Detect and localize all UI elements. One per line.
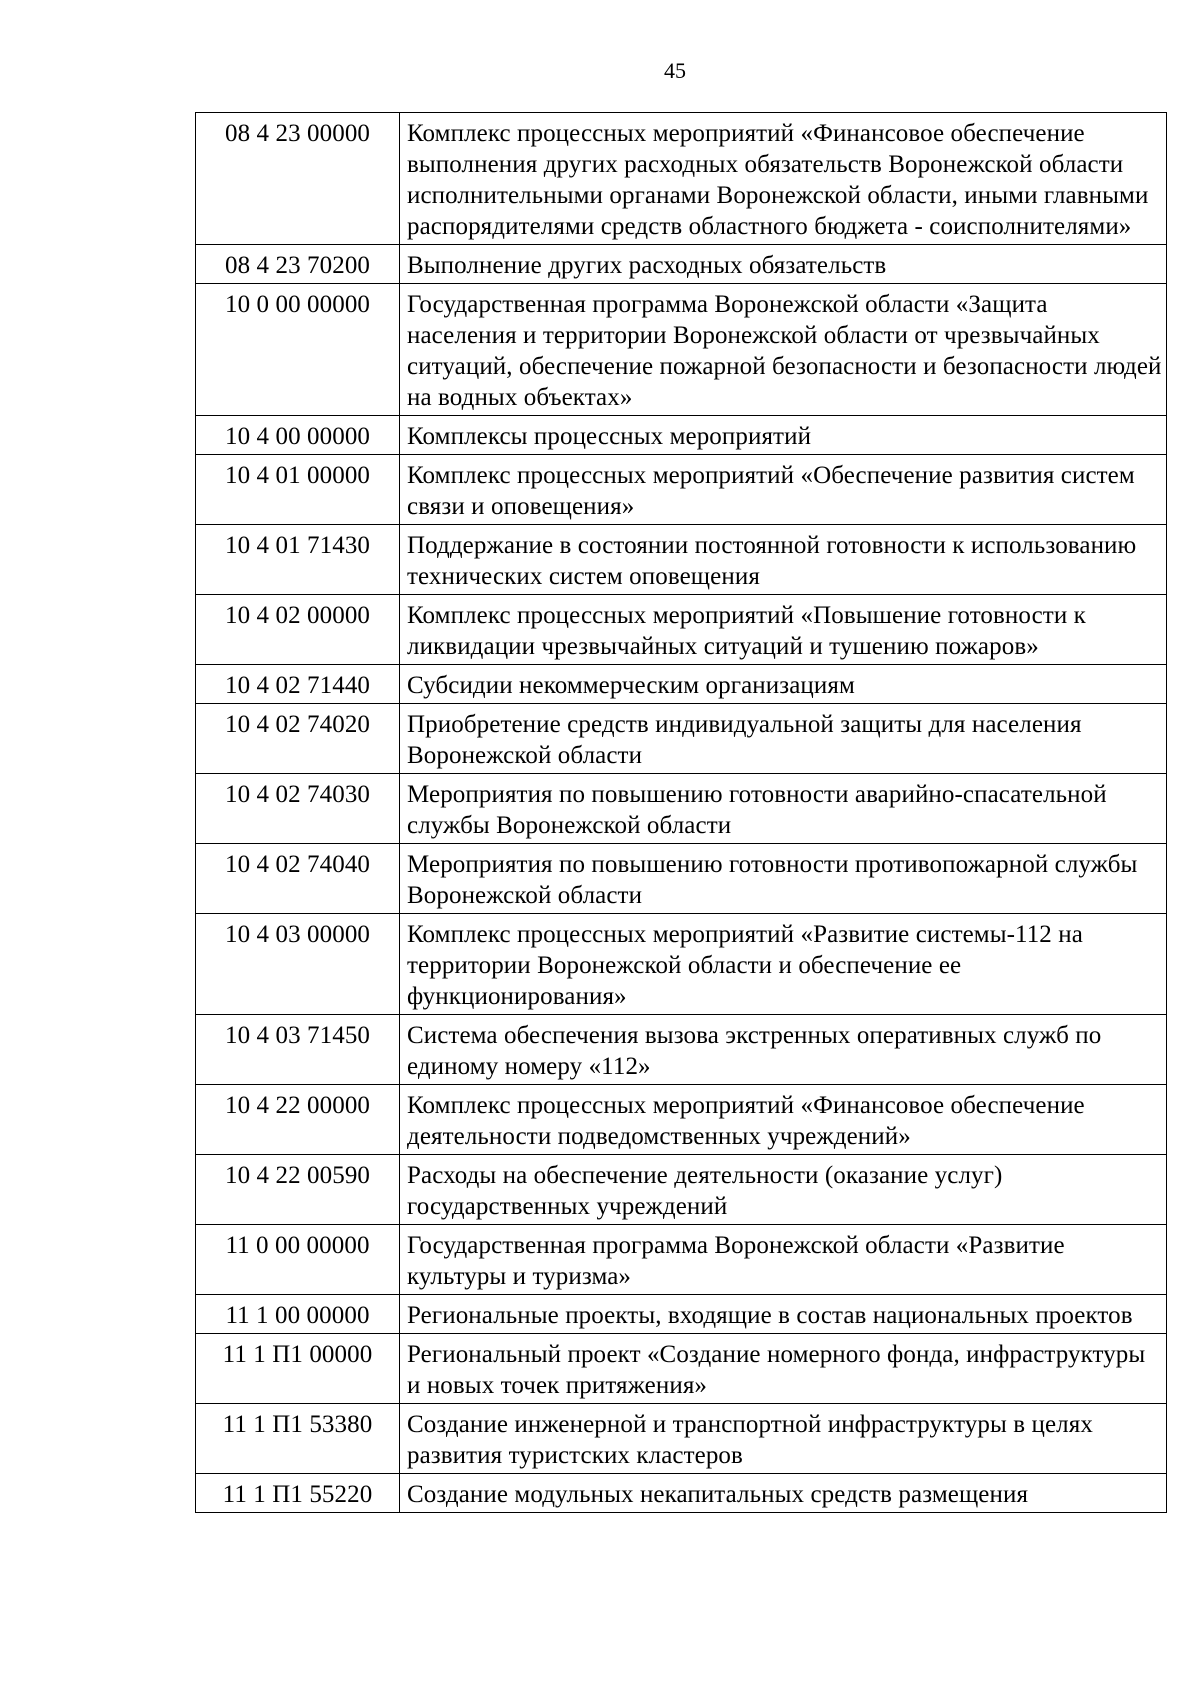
row-description: Создание инженерной и транспортной инфраструктуры в целях развития туристских кластеров [400,1404,1167,1474]
row-description: Приобретение средств индивидуальной защиты для населения Воронежской области [400,704,1167,774]
row-code: 10 4 02 00000 [196,595,400,665]
row-code: 10 4 02 71440 [196,665,400,704]
table-row [196,416,1167,455]
budget-codes-table [195,112,1167,1513]
row-code: 11 1 П1 00000 [196,1334,400,1404]
row-code: 10 4 02 74020 [196,704,400,774]
row-description: Выполнение других расходных обязательств [400,245,1167,284]
row-description: Комплекс процессных мероприятий «Обеспечение развития систем связи и оповещения» [400,455,1167,525]
row-description: Система обеспечения вызова экстренных оперативных служб по единому номеру «112» [400,1015,1167,1085]
row-description: Расходы на обеспечение деятельности (оказание услуг) государственных учреждений [400,1155,1167,1225]
table-row [196,704,1167,774]
table-row [196,595,1167,665]
table-body [196,113,1167,1513]
table-row [196,113,1167,245]
row-code: 08 4 23 70200 [196,245,400,284]
table-row [196,1155,1167,1225]
table-row [196,1474,1167,1513]
row-code: 10 4 02 74040 [196,844,400,914]
row-description: Мероприятия по повышению готовности противопожарной службы Воронежской области [400,844,1167,914]
table-row [196,665,1167,704]
table-row [196,1404,1167,1474]
table-row [196,914,1167,1015]
row-description: Комплекс процессных мероприятий «Повышение готовности к ликвидации чрезвычайных ситуаций и тушению пожаров» [400,595,1167,665]
row-description: Субсидии некоммерческим организациям [400,665,1167,704]
row-description: Региональный проект «Создание номерного фонда, инфраструктуры и новых точек притяжения» [400,1334,1167,1404]
table-row [196,1015,1167,1085]
row-code: 11 0 00 00000 [196,1225,400,1295]
row-code: 11 1 00 00000 [196,1295,400,1334]
table-row [196,1085,1167,1155]
row-code: 10 0 00 00000 [196,284,400,416]
row-description: Комплексы процессных мероприятий [400,416,1167,455]
row-code: 10 4 02 74030 [196,774,400,844]
table-row [196,774,1167,844]
row-code: 10 4 03 00000 [196,914,400,1015]
table-row [196,844,1167,914]
row-code: 08 4 23 00000 [196,113,400,245]
row-description: Государственная программа Воронежской области «Развитие культуры и туризма» [400,1225,1167,1295]
row-code: 10 4 01 00000 [196,455,400,525]
row-code: 10 4 22 00590 [196,1155,400,1225]
row-description: Государственная программа Воронежской области «Защита населения и территории Воронежской области от чрезвычайных ситуаций, обеспечение пожарной безопасности и безопасности людей на водных объектах» [400,284,1167,416]
table-row [196,1225,1167,1295]
row-description: Создание модульных некапитальных средств размещения [400,1474,1167,1513]
row-code: 10 4 00 00000 [196,416,400,455]
row-description: Региональные проекты, входящие в состав национальных проектов [400,1295,1167,1334]
table-row [196,525,1167,595]
row-code: 11 1 П1 53380 [196,1404,400,1474]
table-row [196,455,1167,525]
table-row [196,284,1167,416]
row-description: Поддержание в состоянии постоянной готовности к использованию технических систем оповещения [400,525,1167,595]
table-row [196,1334,1167,1404]
row-code: 10 4 01 71430 [196,525,400,595]
row-description: Комплекс процессных мероприятий «Финансовое обеспечение деятельности подведомственных учреждений» [400,1085,1167,1155]
table-row [196,245,1167,284]
page-number: 45 [664,58,686,83]
row-code: 11 1 П1 55220 [196,1474,400,1513]
row-code: 10 4 03 71450 [196,1015,400,1085]
row-description: Комплекс процессных мероприятий «Финансовое обеспечение выполнения других расходных обязательств Воронежской области исполнительными органами Воронежской области, иными главными распорядителями средств областного бюджета - соисполнителями» [400,113,1167,245]
row-description: Комплекс процессных мероприятий «Развитие системы-112 на территории Воронежской области и обеспечение ее функционирования» [400,914,1167,1015]
table-row [196,1295,1167,1334]
row-description: Мероприятия по повышению готовности аварийно-спасательной службы Воронежской области [400,774,1167,844]
row-code: 10 4 22 00000 [196,1085,400,1155]
